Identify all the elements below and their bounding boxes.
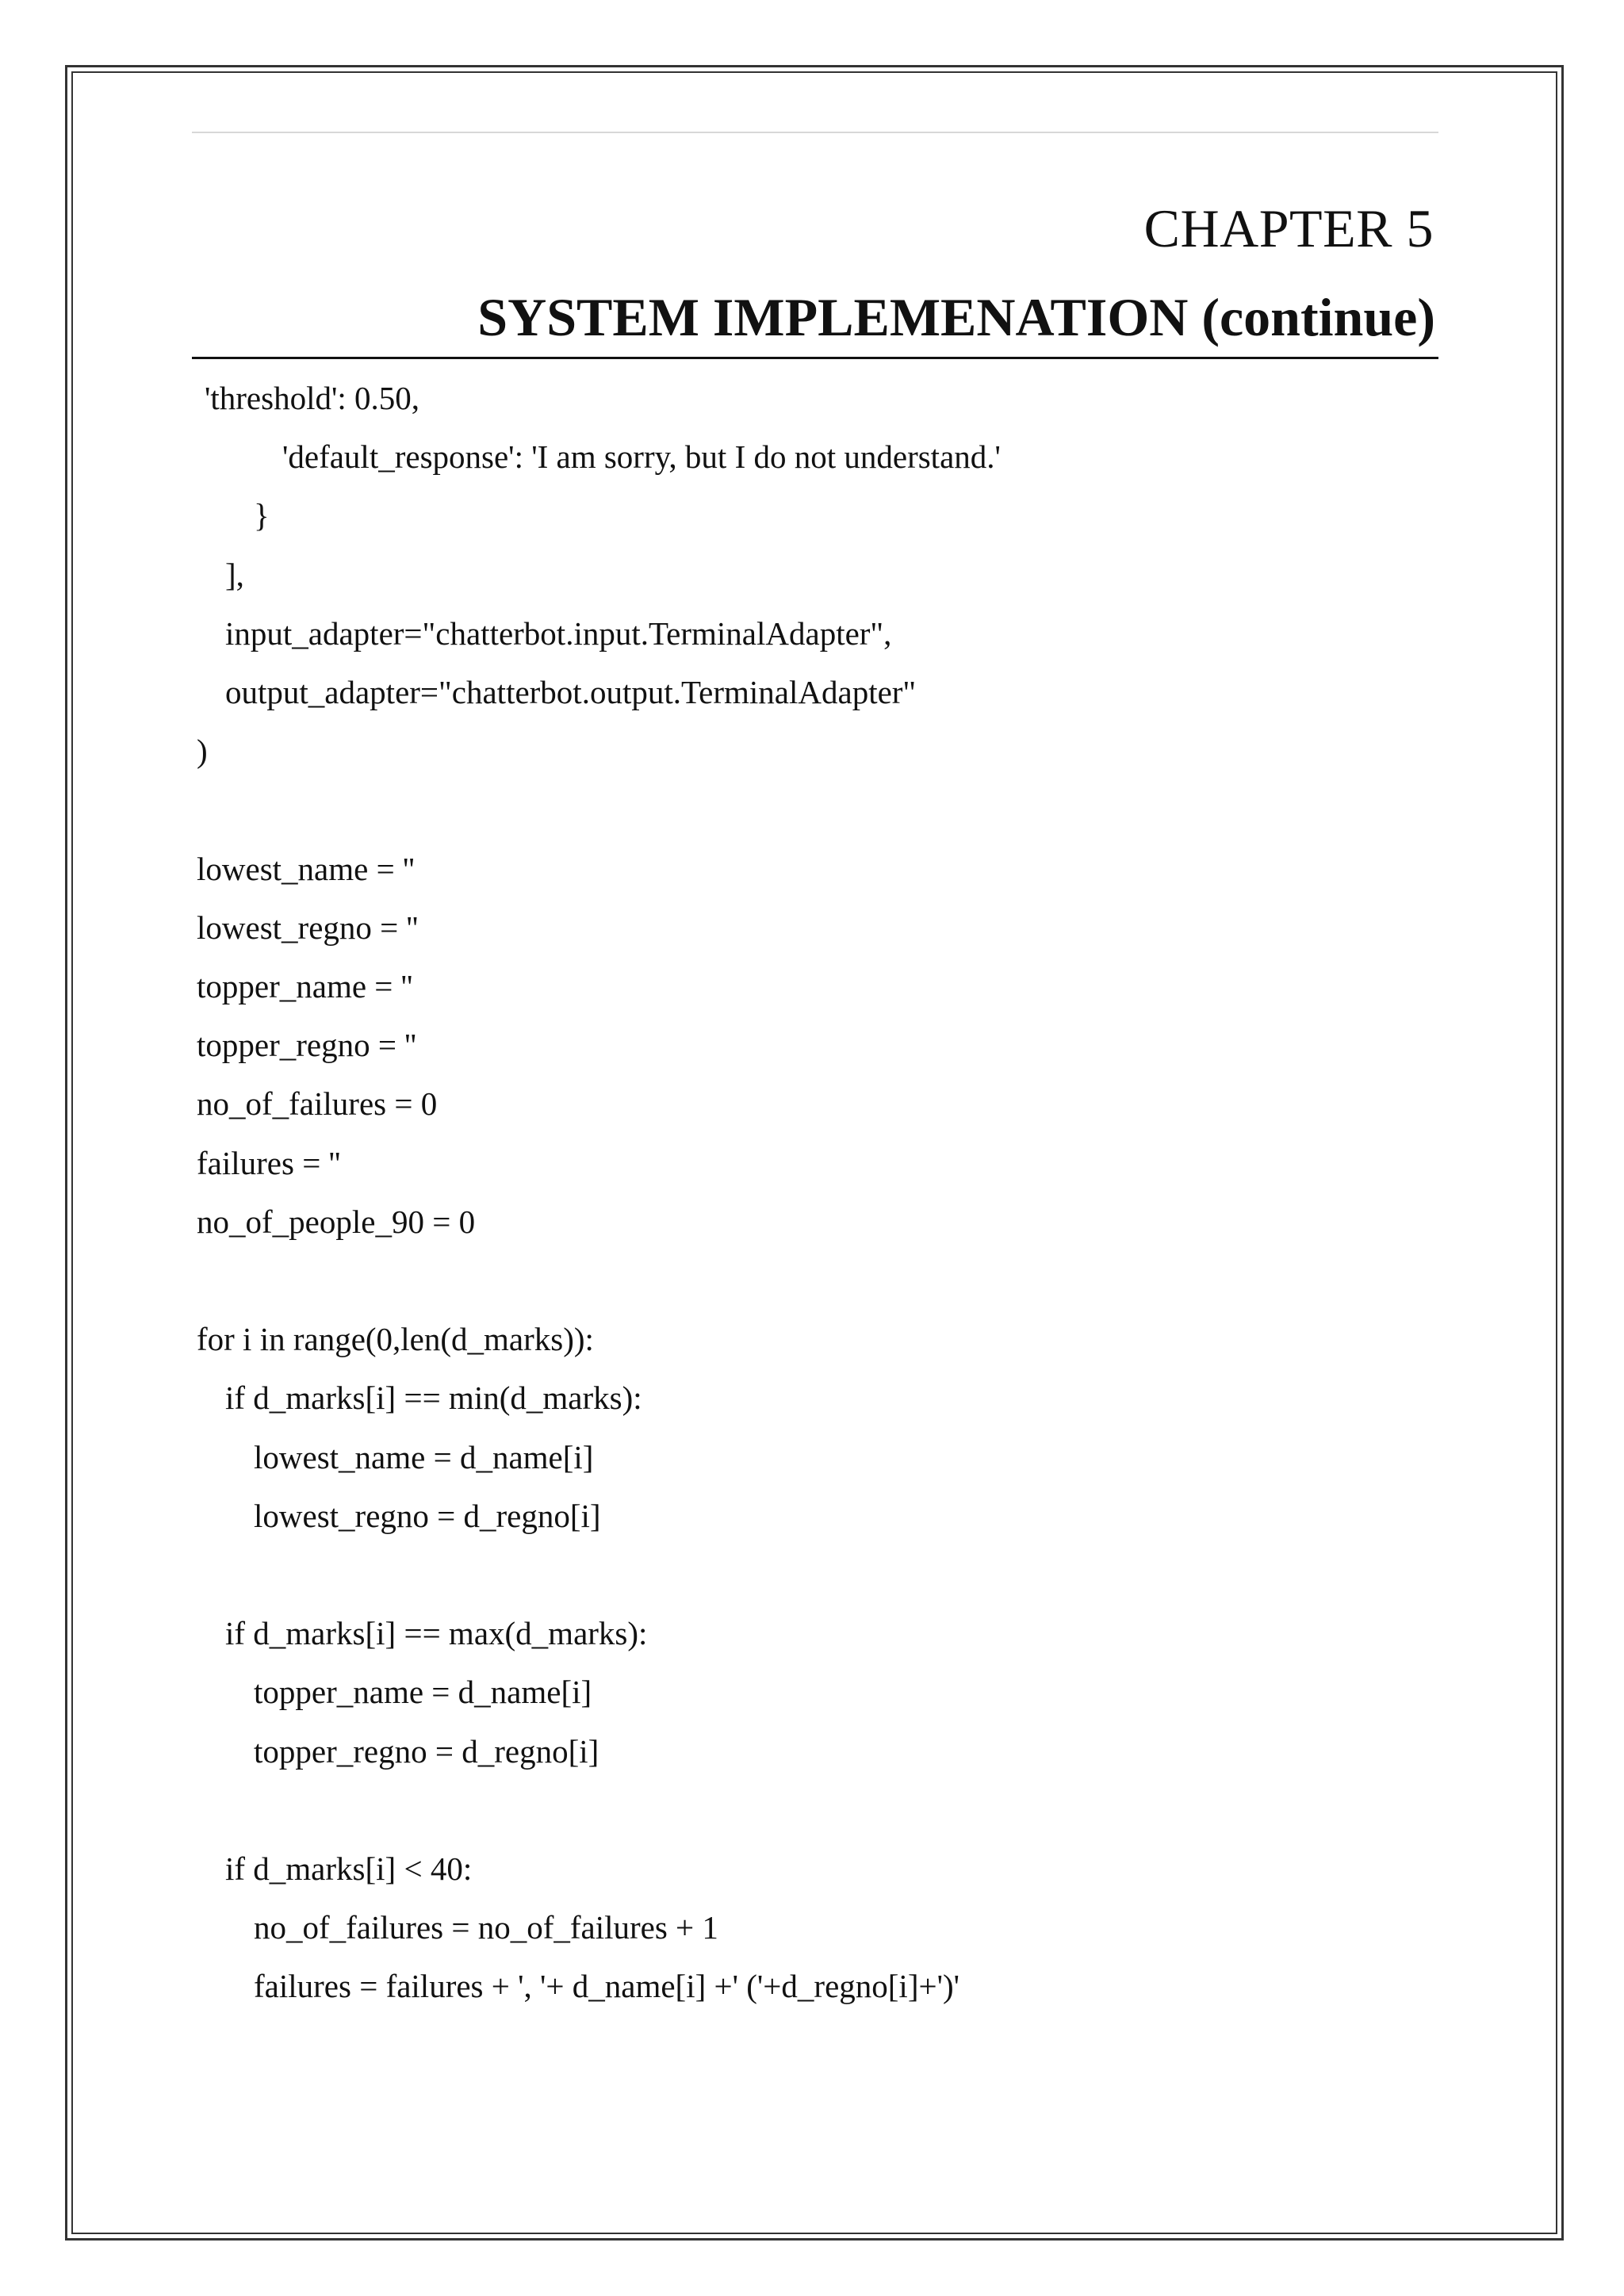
code-line: ) [197, 733, 208, 770]
code-line: topper_name = d_name[i] [254, 1674, 592, 1711]
code-line: if d_marks[i] < 40: [225, 1850, 473, 1887]
code-line: topper_name = '' [197, 968, 413, 1004]
code-line: no_of_people_90 = 0 [197, 1203, 476, 1240]
chapter-title: SYSTEM IMPLEMENATION (continue) [477, 287, 1435, 347]
code-line: failures = failures + ', '+ d_name[i] +' ('+d_regno[i]+')' [254, 1968, 960, 2005]
code-line: topper_regno = '' [197, 1027, 416, 1064]
code-line: failures = '' [197, 1144, 341, 1181]
code-line: output_adapter="chatterbot.output.TerminalAdapter" [225, 674, 917, 710]
code-line: } [254, 497, 270, 534]
code-line: if d_marks[i] == max(d_marks): [225, 1615, 648, 1652]
code-line: lowest_regno = '' [197, 909, 419, 946]
code-line: lowest_name = '' [197, 850, 415, 887]
code-line: no_of_failures = 0 [197, 1085, 438, 1123]
code-line: lowest_name = d_name[i] [254, 1438, 594, 1475]
code-line: lowest_regno = d_regno[i] [254, 1497, 601, 1534]
code-line: no_of_failures = no_of_failures + 1 [254, 1909, 718, 1946]
code-line: if d_marks[i] == min(d_marks): [225, 1380, 642, 1417]
code-line: 'default_response': 'I am sorry, but I do not understand.' [282, 438, 1001, 476]
chapter-number: CHAPTER 5 [1143, 198, 1434, 258]
code-line: input_adapter="chatterbot.input.TerminalAdapter", [225, 614, 892, 652]
code-line: topper_regno = d_regno[i] [254, 1732, 599, 1770]
code-line: ], [225, 556, 244, 593]
code-line: for i in range(0,len(d_marks)): [197, 1321, 594, 1358]
code-line: 'threshold': 0.50, [205, 380, 420, 416]
